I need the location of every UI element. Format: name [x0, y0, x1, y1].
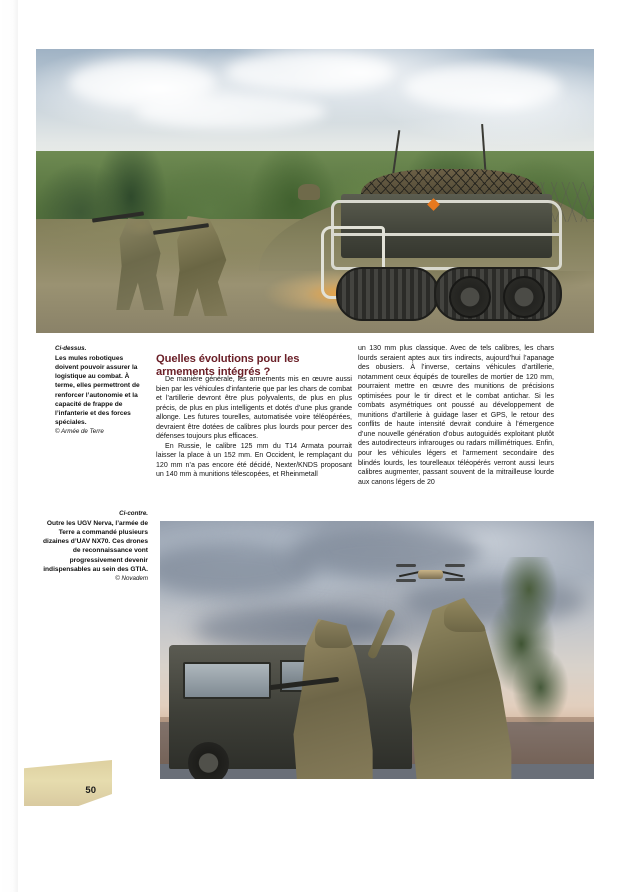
caption-bottom: [34, 509, 148, 583]
cloud-shape: [404, 66, 560, 109]
distant-soldier: [298, 184, 320, 200]
paragraph: De manière générale, les armements mis en œuvre aussi bien par les véhicules d’infanterie que par les chars de combat et l’artillerie devront être plus polyvalents, de plus en plus précis, de plus en plus intelligents et dotés d’une plus grande allonge. Les futures tourelles, automatisée voire téléopérées, devraient être dotées de calibres plus lourds pour percer des défenses toujours plus efficaces.: [156, 376, 352, 441]
cloud-shape: [195, 609, 395, 650]
drone-propeller: [396, 579, 416, 582]
ugv-wheel: [449, 276, 491, 318]
page-binding-edge: [0, 0, 18, 892]
photo-bottom: [160, 521, 594, 779]
body-column-2: [358, 344, 554, 487]
vehicle-wheel: [188, 742, 229, 779]
article-headline: Quelles évolutions pour les armements intégrés ?: [156, 353, 300, 379]
caption-body: Outre les UGV Nerva, l’armée de Terre a commandé plusieurs dizaines d’UAV NX70. Ces drones de reconnaissance vont progressivement devenir indispensables au sein des GTIA.: [42, 519, 148, 573]
caption-top: [55, 344, 147, 437]
armored-vehicle: [169, 645, 412, 769]
windshield: [183, 662, 270, 699]
drone-body: [418, 570, 444, 579]
drone-arm: [441, 571, 463, 577]
drone-propeller: [396, 564, 416, 567]
drone-propeller: [445, 564, 465, 567]
robotic-mule-ugv: [326, 165, 572, 324]
caption-credit: © Novadem: [115, 574, 148, 582]
photo-top: [36, 49, 594, 333]
quadcopter-drone: [399, 562, 463, 584]
page-number: 50: [85, 785, 96, 796]
page-folio: [24, 760, 112, 806]
caption-lead: Ci-contre.: [119, 510, 148, 517]
cloud-shape: [226, 52, 393, 92]
body-column-1: [156, 375, 352, 480]
caption-credit: © Armée de Terre: [55, 428, 104, 436]
ugv-track: [336, 267, 439, 321]
cloud-shape: [136, 94, 326, 128]
drone-propeller: [445, 578, 465, 581]
caption-lead: Ci-dessus.: [55, 345, 87, 352]
paragraph: un 130 mm plus classique. Avec de tels calibres, les chars lourds seraient aptes aux tirs indirects, aujourd’hui l’apanage des obusiers. À l’inverse, certains véhicules d’artillerie, notamment ceux équipés de tourelles de mortier de 120 mm, pourraient mettre en œuvre des munitions de précisions optimisées pour le tir direct et le combat antichar. Si les combats asymétriques ont poussé au développement de munitions d’artillerie à guidage laser et GPS, le retour des conflits de haute intensité devrait conduire à l’émergence d’une nouvelle génération d’obus autoguidés exploitant plutôt des autodirecteurs infrarouges ou radars millimétriques. Enfin, pour les véhicules légers et l’armement secondaire des blindés lourds, les tourelleaux téléopérés verront aussi leurs calibres augmenter, passant souvent de la mitrailleuse lourde aux canons légers de 20: [358, 345, 554, 486]
ugv-wheel: [503, 276, 545, 318]
folio-shape: [24, 760, 112, 806]
caption-body: Les mules robotiques doivent pouvoir assurer la logistique au combat. À terme, elles permettront de renforcer l’autonomie et la capacité de frappe de l’infanterie et des forces spéciales.: [55, 354, 140, 427]
paragraph: En Russie, le calibre 125 mm du T14 Armata pourrait laisser la place à un 152 mm. En Occident, le remplaçant du 120 mm n’a pas encore été décidé, Nexter/KNDS proposant un 140 mm à munitions télescopées, et Rheinmetall: [156, 442, 352, 479]
